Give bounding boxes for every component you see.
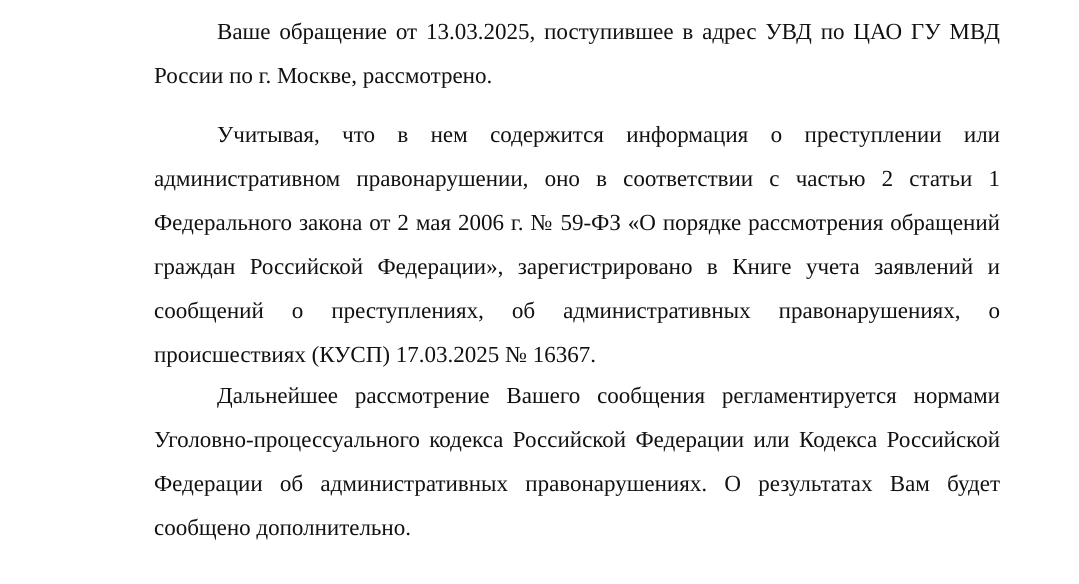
paragraph-further-review: Дальнейшее рассмотрение Вашего сообщения регламентируется нормами Уголовно-процессуального кодекса Российской Федерации или Кодекса Российской Федерации об административных правонарушениях. О результатах Вам будет сообщено дополнительно. — [154, 383, 1000, 540]
paragraph-review-notice: Ваше обращение от 13.03.2025, поступившее в адрес УВД по ЦАО ГУ МВД России по г. Москве, рассмотрено. — [154, 19, 1000, 88]
paragraph-registration: Учитывая, что в нем содержится информация о преступлении или административном правонарушении, оно в соответствии с частью 2 статьи 1 Федерального закона от 2 мая 2006 г. № 59-ФЗ «О порядке рассмотрения обращений граждан Российской Федерации», зарегистрировано в Книге учета заявлений и сообщений о преступлениях, об административных правонарушениях, о происшествиях (КУСП) 17.03.2025 № 16367. — [154, 122, 1000, 367]
letter-body — [154, 10, 1000, 550]
